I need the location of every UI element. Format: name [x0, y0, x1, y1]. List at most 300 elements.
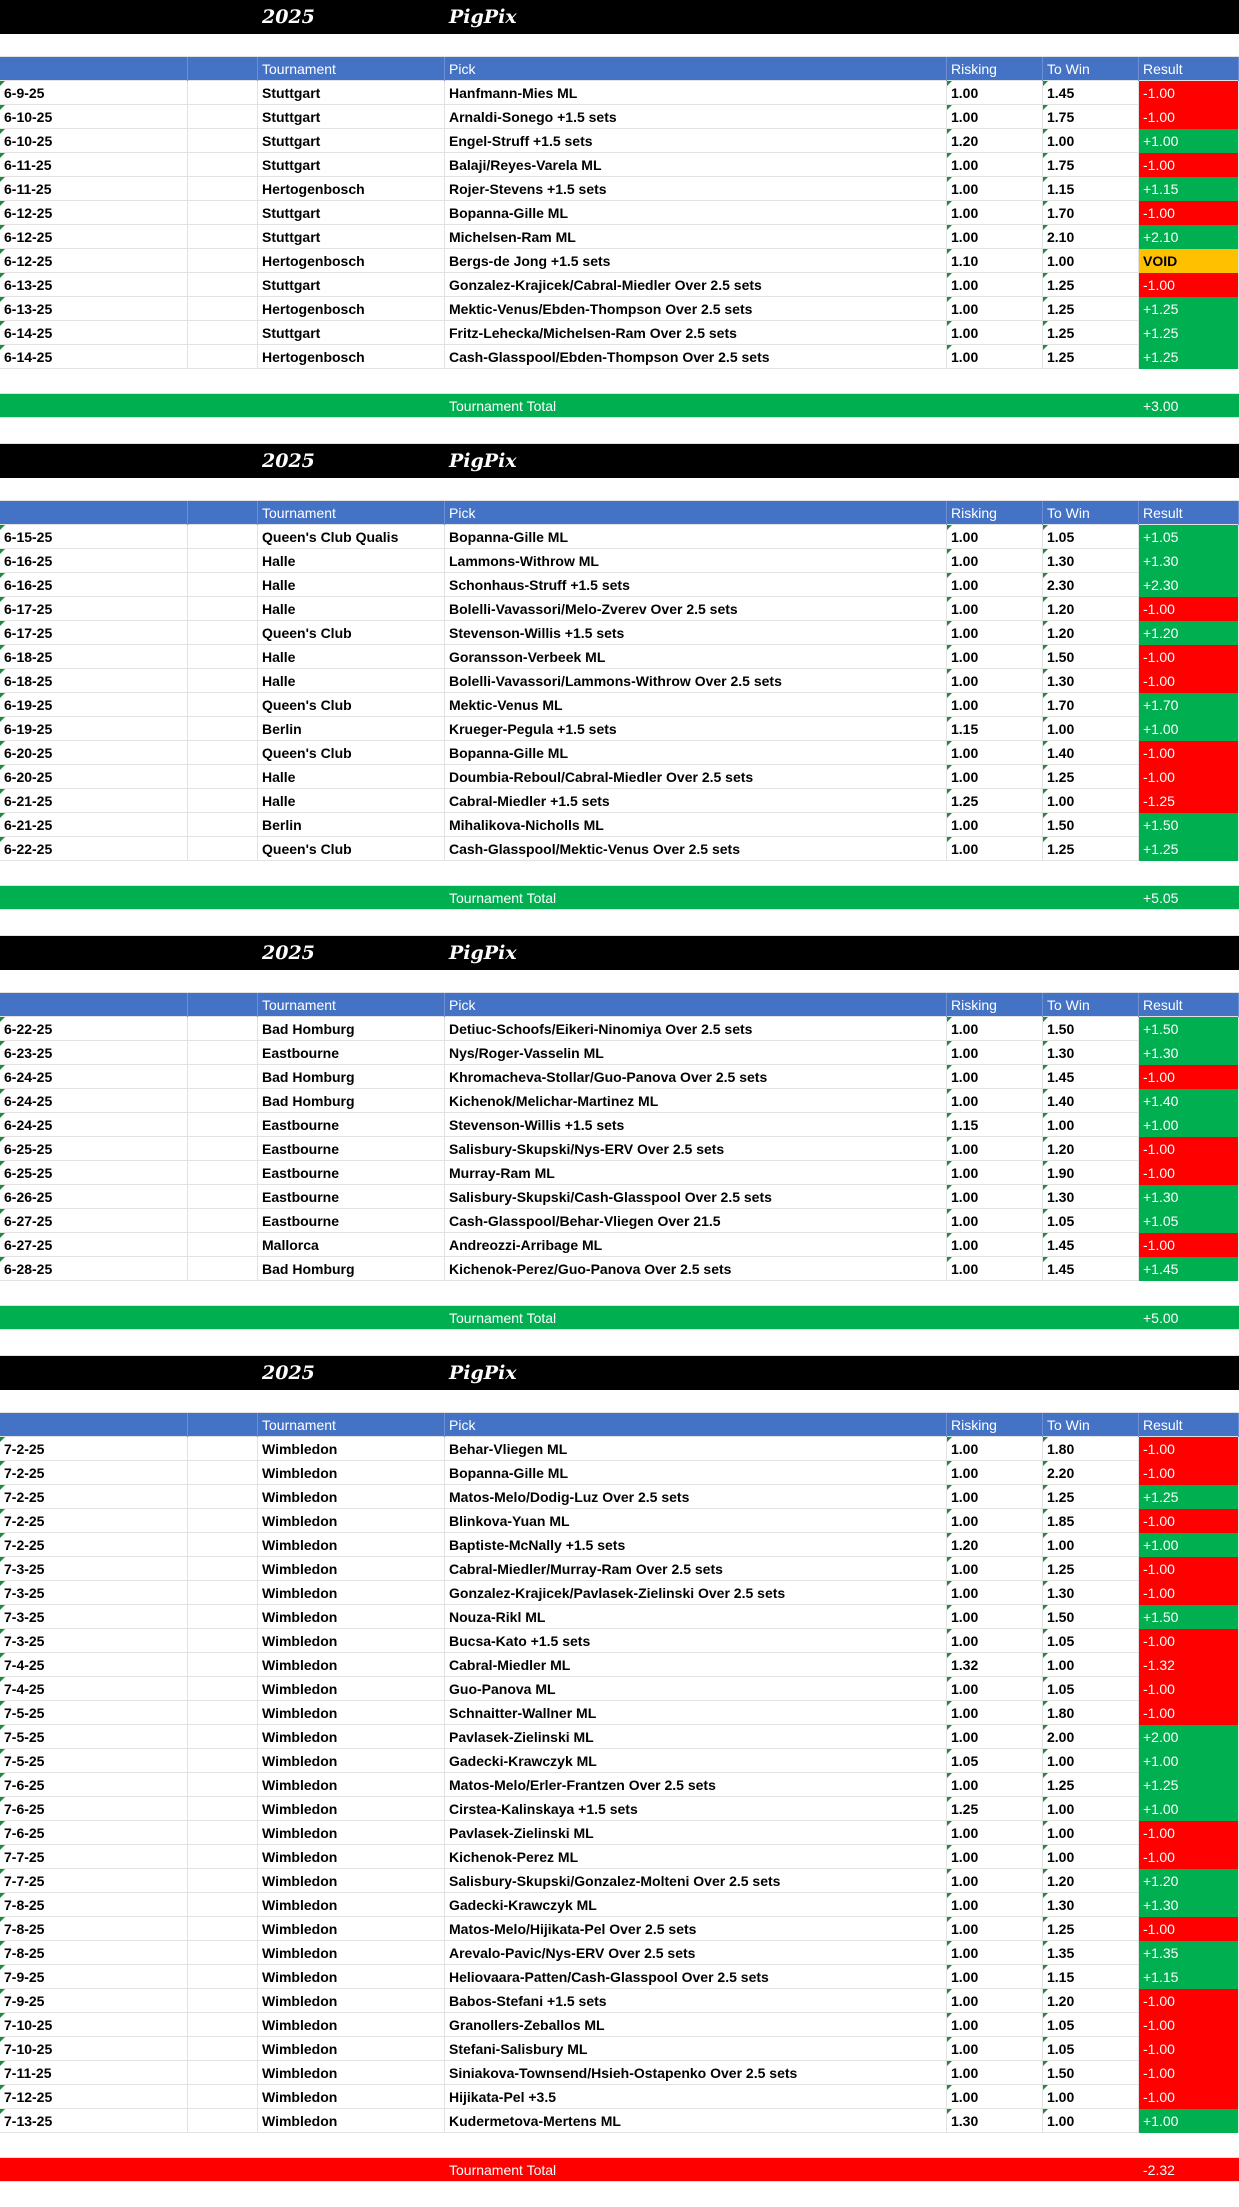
- date-cell[interactable]: 7-5-25: [0, 1701, 188, 1725]
- risking-cell[interactable]: 1.00: [947, 741, 1043, 765]
- result-cell[interactable]: +1.45: [1139, 1257, 1239, 1281]
- to-win-cell[interactable]: 1.25: [1043, 297, 1139, 321]
- to-win-cell[interactable]: 1.00: [1043, 1749, 1139, 1773]
- pick-cell[interactable]: Cabral-Miedler ML: [445, 1653, 947, 1677]
- to-win-cell[interactable]: 1.50: [1043, 1605, 1139, 1629]
- pick-cell[interactable]: Kichenok-Perez/Guo-Panova Over 2.5 sets: [445, 1257, 947, 1281]
- date-cell[interactable]: 7-5-25: [0, 1749, 188, 1773]
- date-cell[interactable]: 7-6-25: [0, 1797, 188, 1821]
- date-cell[interactable]: 7-7-25: [0, 1869, 188, 1893]
- result-cell[interactable]: -1.00: [1139, 2037, 1239, 2061]
- blank-cell[interactable]: [188, 2037, 258, 2061]
- result-cell[interactable]: -1.00: [1139, 1557, 1239, 1581]
- to-win-cell[interactable]: 1.45: [1043, 1233, 1139, 1257]
- pick-cell[interactable]: Michelsen-Ram ML: [445, 225, 947, 249]
- date-cell[interactable]: 7-6-25: [0, 1821, 188, 1845]
- date-cell[interactable]: 6-22-25: [0, 1017, 188, 1041]
- result-cell[interactable]: -1.00: [1139, 1629, 1239, 1653]
- pick-cell[interactable]: Andreozzi-Arribage ML: [445, 1233, 947, 1257]
- pick-cell[interactable]: Schonhaus-Struff +1.5 sets: [445, 573, 947, 597]
- tournament-cell[interactable]: Wimbledon: [258, 1749, 445, 1773]
- to-win-cell[interactable]: 1.15: [1043, 177, 1139, 201]
- blank-cell[interactable]: [188, 1917, 258, 1941]
- result-cell[interactable]: -1.25: [1139, 789, 1239, 813]
- pick-cell[interactable]: Kichenok-Perez ML: [445, 1845, 947, 1869]
- pick-cell[interactable]: Siniakova-Townsend/Hsieh-Ostapenko Over 2.5 sets: [445, 2061, 947, 2085]
- result-cell[interactable]: -1.00: [1139, 1161, 1239, 1185]
- tournament-cell[interactable]: Wimbledon: [258, 1773, 445, 1797]
- result-cell[interactable]: -1.00: [1139, 1137, 1239, 1161]
- pick-cell[interactable]: Kudermetova-Mertens ML: [445, 2109, 947, 2133]
- result-cell[interactable]: -1.00: [1139, 105, 1239, 129]
- to-win-cell[interactable]: 1.50: [1043, 813, 1139, 837]
- header-blank[interactable]: [0, 1413, 188, 1437]
- date-cell[interactable]: 7-2-25: [0, 1485, 188, 1509]
- date-cell[interactable]: 7-10-25: [0, 2037, 188, 2061]
- date-cell[interactable]: 6-11-25: [0, 177, 188, 201]
- to-win-cell[interactable]: 1.00: [1043, 129, 1139, 153]
- date-cell[interactable]: 7-13-25: [0, 2109, 188, 2133]
- result-cell[interactable]: +1.50: [1139, 1605, 1239, 1629]
- tournament-cell[interactable]: Eastbourne: [258, 1185, 445, 1209]
- tournament-cell[interactable]: Queen's Club: [258, 741, 445, 765]
- risking-cell[interactable]: 1.00: [947, 597, 1043, 621]
- blank-cell[interactable]: [188, 225, 258, 249]
- tournament-cell[interactable]: Eastbourne: [258, 1161, 445, 1185]
- result-cell[interactable]: +2.30: [1139, 573, 1239, 597]
- risking-cell[interactable]: 1.00: [947, 105, 1043, 129]
- risking-cell[interactable]: 1.00: [947, 1557, 1043, 1581]
- risking-cell[interactable]: 1.00: [947, 225, 1043, 249]
- to-win-cell[interactable]: 1.25: [1043, 1557, 1139, 1581]
- to-win-cell[interactable]: 1.30: [1043, 549, 1139, 573]
- date-cell[interactable]: 6-22-25: [0, 837, 188, 861]
- tournament-cell[interactable]: Wimbledon: [258, 1533, 445, 1557]
- risking-cell[interactable]: 1.05: [947, 1749, 1043, 1773]
- date-cell[interactable]: 7-9-25: [0, 1989, 188, 2013]
- blank-cell[interactable]: [188, 1749, 258, 1773]
- date-cell[interactable]: 6-16-25: [0, 573, 188, 597]
- to-win-cell[interactable]: 1.00: [1043, 1113, 1139, 1137]
- to-win-cell[interactable]: 1.20: [1043, 1989, 1139, 2013]
- to-win-cell[interactable]: 1.50: [1043, 1017, 1139, 1041]
- to-win-cell[interactable]: 1.25: [1043, 1485, 1139, 1509]
- header-blank[interactable]: [188, 57, 258, 81]
- to-win-cell[interactable]: 1.25: [1043, 345, 1139, 369]
- to-win-cell[interactable]: 2.00: [1043, 1725, 1139, 1749]
- blank-cell[interactable]: [188, 525, 258, 549]
- to-win-cell[interactable]: 1.20: [1043, 597, 1139, 621]
- risking-cell[interactable]: 1.00: [947, 1461, 1043, 1485]
- pick-cell[interactable]: Balaji/Reyes-Varela ML: [445, 153, 947, 177]
- pick-cell[interactable]: Matos-Melo/Dodig-Luz Over 2.5 sets: [445, 1485, 947, 1509]
- result-cell[interactable]: +1.00: [1139, 1113, 1239, 1137]
- to-win-cell[interactable]: 1.00: [1043, 249, 1139, 273]
- pick-cell[interactable]: Stevenson-Willis +1.5 sets: [445, 621, 947, 645]
- tournament-cell[interactable]: Wimbledon: [258, 1653, 445, 1677]
- risking-cell[interactable]: 1.00: [947, 1017, 1043, 1041]
- risking-cell[interactable]: 1.00: [947, 1821, 1043, 1845]
- tournament-cell[interactable]: Wimbledon: [258, 1821, 445, 1845]
- to-win-cell[interactable]: 1.00: [1043, 717, 1139, 741]
- risking-cell[interactable]: 1.25: [947, 1797, 1043, 1821]
- blank-cell[interactable]: [188, 1137, 258, 1161]
- tournament-cell[interactable]: Wimbledon: [258, 1893, 445, 1917]
- blank-cell[interactable]: [188, 813, 258, 837]
- blank-cell[interactable]: [188, 345, 258, 369]
- result-cell[interactable]: +1.05: [1139, 525, 1239, 549]
- tournament-cell[interactable]: Stuttgart: [258, 129, 445, 153]
- tournament-cell[interactable]: Queen's Club: [258, 693, 445, 717]
- to-win-cell[interactable]: 1.25: [1043, 837, 1139, 861]
- to-win-cell[interactable]: 1.00: [1043, 1797, 1139, 1821]
- date-cell[interactable]: 6-13-25: [0, 297, 188, 321]
- pick-cell[interactable]: Mihalikova-Nicholls ML: [445, 813, 947, 837]
- tournament-cell[interactable]: Stuttgart: [258, 273, 445, 297]
- blank-cell[interactable]: [188, 693, 258, 717]
- header-pick[interactable]: Pick: [445, 993, 947, 1017]
- tournament-cell[interactable]: Queen's Club: [258, 621, 445, 645]
- to-win-cell[interactable]: 1.05: [1043, 2013, 1139, 2037]
- to-win-cell[interactable]: 1.30: [1043, 1041, 1139, 1065]
- risking-cell[interactable]: 1.00: [947, 1629, 1043, 1653]
- pick-cell[interactable]: Krueger-Pegula +1.5 sets: [445, 717, 947, 741]
- result-cell[interactable]: VOID: [1139, 249, 1239, 273]
- date-cell[interactable]: 6-27-25: [0, 1233, 188, 1257]
- date-cell[interactable]: 7-2-25: [0, 1461, 188, 1485]
- result-cell[interactable]: +1.15: [1139, 177, 1239, 201]
- header-risking[interactable]: Risking: [947, 993, 1043, 1017]
- result-cell[interactable]: +1.00: [1139, 129, 1239, 153]
- date-cell[interactable]: 6-20-25: [0, 765, 188, 789]
- date-cell[interactable]: 7-2-25: [0, 1437, 188, 1461]
- to-win-cell[interactable]: 1.80: [1043, 1437, 1139, 1461]
- date-cell[interactable]: 7-7-25: [0, 1845, 188, 1869]
- date-cell[interactable]: 6-12-25: [0, 249, 188, 273]
- header-to-win[interactable]: To Win: [1043, 993, 1139, 1017]
- header-blank[interactable]: [188, 993, 258, 1017]
- result-cell[interactable]: -1.00: [1139, 1065, 1239, 1089]
- pick-cell[interactable]: Cash-Glasspool/Ebden-Thompson Over 2.5 sets: [445, 345, 947, 369]
- risking-cell[interactable]: 1.00: [947, 1437, 1043, 1461]
- risking-cell[interactable]: 1.00: [947, 1089, 1043, 1113]
- date-cell[interactable]: 6-15-25: [0, 525, 188, 549]
- blank-cell[interactable]: [188, 1605, 258, 1629]
- to-win-cell[interactable]: 1.05: [1043, 2037, 1139, 2061]
- tournament-cell[interactable]: Halle: [258, 573, 445, 597]
- tournament-cell[interactable]: Halle: [258, 789, 445, 813]
- result-cell[interactable]: +1.25: [1139, 837, 1239, 861]
- to-win-cell[interactable]: 1.20: [1043, 1137, 1139, 1161]
- to-win-cell[interactable]: 2.30: [1043, 573, 1139, 597]
- to-win-cell[interactable]: 1.05: [1043, 1629, 1139, 1653]
- result-cell[interactable]: +2.10: [1139, 225, 1239, 249]
- pick-cell[interactable]: Salisbury-Skupski/Cash-Glasspool Over 2.5 sets: [445, 1185, 947, 1209]
- pick-cell[interactable]: Heliovaara-Patten/Cash-Glasspool Over 2.5 sets: [445, 1965, 947, 1989]
- pick-cell[interactable]: Schnaitter-Wallner ML: [445, 1701, 947, 1725]
- date-cell[interactable]: 7-2-25: [0, 1509, 188, 1533]
- pick-cell[interactable]: Matos-Melo/Erler-Frantzen Over 2.5 sets: [445, 1773, 947, 1797]
- pick-cell[interactable]: Nys/Roger-Vasselin ML: [445, 1041, 947, 1065]
- blank-cell[interactable]: [188, 1965, 258, 1989]
- header-tournament[interactable]: Tournament: [258, 993, 445, 1017]
- blank-cell[interactable]: [188, 765, 258, 789]
- blank-cell[interactable]: [188, 1845, 258, 1869]
- blank-cell[interactable]: [188, 1089, 258, 1113]
- result-cell[interactable]: -1.00: [1139, 1821, 1239, 1845]
- result-cell[interactable]: -1.00: [1139, 1581, 1239, 1605]
- tournament-cell[interactable]: Berlin: [258, 813, 445, 837]
- tournament-cell[interactable]: Wimbledon: [258, 1557, 445, 1581]
- header-blank[interactable]: [0, 993, 188, 1017]
- tournament-cell[interactable]: Bad Homburg: [258, 1257, 445, 1281]
- tournament-cell[interactable]: Stuttgart: [258, 153, 445, 177]
- pick-cell[interactable]: Cash-Glasspool/Mektic-Venus Over 2.5 sets: [445, 837, 947, 861]
- to-win-cell[interactable]: 1.45: [1043, 1257, 1139, 1281]
- header-pick[interactable]: Pick: [445, 501, 947, 525]
- tournament-cell[interactable]: Wimbledon: [258, 1797, 445, 1821]
- blank-cell[interactable]: [188, 789, 258, 813]
- pick-cell[interactable]: Gadecki-Krawczyk ML: [445, 1893, 947, 1917]
- tournament-cell[interactable]: Wimbledon: [258, 1485, 445, 1509]
- risking-cell[interactable]: 1.00: [947, 1185, 1043, 1209]
- result-cell[interactable]: +1.30: [1139, 549, 1239, 573]
- blank-cell[interactable]: [188, 1209, 258, 1233]
- result-cell[interactable]: +1.15: [1139, 1965, 1239, 1989]
- result-cell[interactable]: +1.25: [1139, 1773, 1239, 1797]
- date-cell[interactable]: 6-14-25: [0, 345, 188, 369]
- pick-cell[interactable]: Detiuc-Schoofs/Eikeri-Ninomiya Over 2.5 sets: [445, 1017, 947, 1041]
- result-cell[interactable]: +1.20: [1139, 1869, 1239, 1893]
- risking-cell[interactable]: 1.20: [947, 129, 1043, 153]
- blank-cell[interactable]: [188, 837, 258, 861]
- date-cell[interactable]: 6-23-25: [0, 1041, 188, 1065]
- tournament-cell[interactable]: Stuttgart: [258, 201, 445, 225]
- risking-cell[interactable]: 1.00: [947, 2061, 1043, 2085]
- tournament-cell[interactable]: Wimbledon: [258, 1629, 445, 1653]
- to-win-cell[interactable]: 1.25: [1043, 1917, 1139, 1941]
- header-blank[interactable]: [0, 57, 188, 81]
- risking-cell[interactable]: 1.00: [947, 201, 1043, 225]
- pick-cell[interactable]: Fritz-Lehecka/Michelsen-Ram Over 2.5 sets: [445, 321, 947, 345]
- header-risking[interactable]: Risking: [947, 1413, 1043, 1437]
- blank-cell[interactable]: [188, 1773, 258, 1797]
- to-win-cell[interactable]: 1.80: [1043, 1701, 1139, 1725]
- risking-cell[interactable]: 1.00: [947, 1605, 1043, 1629]
- blank-cell[interactable]: [188, 1461, 258, 1485]
- tournament-cell[interactable]: Wimbledon: [258, 1581, 445, 1605]
- date-cell[interactable]: 6-13-25: [0, 273, 188, 297]
- blank-cell[interactable]: [188, 1017, 258, 1041]
- blank-cell[interactable]: [188, 1989, 258, 2013]
- blank-cell[interactable]: [188, 717, 258, 741]
- date-cell[interactable]: 7-5-25: [0, 1725, 188, 1749]
- result-cell[interactable]: -1.00: [1139, 597, 1239, 621]
- tournament-cell[interactable]: Eastbourne: [258, 1113, 445, 1137]
- result-cell[interactable]: -1.00: [1139, 1233, 1239, 1257]
- pick-cell[interactable]: Baptiste-McNally +1.5 sets: [445, 1533, 947, 1557]
- date-cell[interactable]: 7-3-25: [0, 1581, 188, 1605]
- header-result[interactable]: Result: [1139, 501, 1239, 525]
- tournament-cell[interactable]: Stuttgart: [258, 105, 445, 129]
- risking-cell[interactable]: 1.00: [947, 621, 1043, 645]
- tournament-cell[interactable]: Queen's Club: [258, 837, 445, 861]
- risking-cell[interactable]: 1.00: [947, 177, 1043, 201]
- date-cell[interactable]: 6-10-25: [0, 105, 188, 129]
- risking-cell[interactable]: 1.00: [947, 1869, 1043, 1893]
- risking-cell[interactable]: 1.00: [947, 1065, 1043, 1089]
- pick-cell[interactable]: Cabral-Miedler +1.5 sets: [445, 789, 947, 813]
- date-cell[interactable]: 7-8-25: [0, 1941, 188, 1965]
- blank-cell[interactable]: [188, 2085, 258, 2109]
- tournament-cell[interactable]: Wimbledon: [258, 2085, 445, 2109]
- risking-cell[interactable]: 1.00: [947, 1917, 1043, 1941]
- to-win-cell[interactable]: 1.45: [1043, 81, 1139, 105]
- result-cell[interactable]: +1.35: [1139, 1941, 1239, 1965]
- result-cell[interactable]: +1.40: [1139, 1089, 1239, 1113]
- pick-cell[interactable]: Bopanna-Gille ML: [445, 525, 947, 549]
- pick-cell[interactable]: Cabral-Miedler/Murray-Ram Over 2.5 sets: [445, 1557, 947, 1581]
- result-cell[interactable]: +1.50: [1139, 1017, 1239, 1041]
- date-cell[interactable]: 7-8-25: [0, 1917, 188, 1941]
- date-cell[interactable]: 6-24-25: [0, 1065, 188, 1089]
- blank-cell[interactable]: [188, 105, 258, 129]
- date-cell[interactable]: 6-20-25: [0, 741, 188, 765]
- risking-cell[interactable]: 1.00: [947, 81, 1043, 105]
- to-win-cell[interactable]: 1.25: [1043, 321, 1139, 345]
- date-cell[interactable]: 7-10-25: [0, 2013, 188, 2037]
- header-result[interactable]: Result: [1139, 1413, 1239, 1437]
- to-win-cell[interactable]: 1.30: [1043, 669, 1139, 693]
- result-cell[interactable]: -1.00: [1139, 1677, 1239, 1701]
- result-cell[interactable]: +2.00: [1139, 1725, 1239, 1749]
- risking-cell[interactable]: 1.00: [947, 669, 1043, 693]
- tournament-cell[interactable]: Wimbledon: [258, 1989, 445, 2013]
- blank-cell[interactable]: [188, 1257, 258, 1281]
- risking-cell[interactable]: 1.00: [947, 1233, 1043, 1257]
- tournament-cell[interactable]: Wimbledon: [258, 2037, 445, 2061]
- date-cell[interactable]: 7-4-25: [0, 1653, 188, 1677]
- date-cell[interactable]: 7-3-25: [0, 1629, 188, 1653]
- tournament-cell[interactable]: Wimbledon: [258, 1605, 445, 1629]
- date-cell[interactable]: 7-9-25: [0, 1965, 188, 1989]
- risking-cell[interactable]: 1.20: [947, 1533, 1043, 1557]
- result-cell[interactable]: -1.00: [1139, 2085, 1239, 2109]
- pick-cell[interactable]: Hanfmann-Mies ML: [445, 81, 947, 105]
- to-win-cell[interactable]: 1.05: [1043, 1677, 1139, 1701]
- risking-cell[interactable]: 1.00: [947, 1137, 1043, 1161]
- to-win-cell[interactable]: 1.30: [1043, 1893, 1139, 1917]
- date-cell[interactable]: 6-25-25: [0, 1161, 188, 1185]
- risking-cell[interactable]: 1.15: [947, 1113, 1043, 1137]
- blank-cell[interactable]: [188, 1437, 258, 1461]
- result-cell[interactable]: -1.00: [1139, 201, 1239, 225]
- tournament-cell[interactable]: Wimbledon: [258, 1941, 445, 1965]
- risking-cell[interactable]: 1.00: [947, 813, 1043, 837]
- date-cell[interactable]: 7-2-25: [0, 1533, 188, 1557]
- result-cell[interactable]: -1.00: [1139, 2061, 1239, 2085]
- blank-cell[interactable]: [188, 621, 258, 645]
- risking-cell[interactable]: 1.00: [947, 1677, 1043, 1701]
- pick-cell[interactable]: Khromacheva-Stollar/Guo-Panova Over 2.5 sets: [445, 1065, 947, 1089]
- blank-cell[interactable]: [188, 273, 258, 297]
- to-win-cell[interactable]: 1.35: [1043, 1941, 1139, 1965]
- result-cell[interactable]: -1.00: [1139, 2013, 1239, 2037]
- to-win-cell[interactable]: 1.85: [1043, 1509, 1139, 1533]
- blank-cell[interactable]: [188, 1509, 258, 1533]
- result-cell[interactable]: +1.25: [1139, 1485, 1239, 1509]
- pick-cell[interactable]: Nouza-Rikl ML: [445, 1605, 947, 1629]
- to-win-cell[interactable]: 1.70: [1043, 693, 1139, 717]
- pick-cell[interactable]: Salisbury-Skupski/Gonzalez-Molteni Over 2.5 sets: [445, 1869, 947, 1893]
- tournament-cell[interactable]: Eastbourne: [258, 1137, 445, 1161]
- date-cell[interactable]: 6-10-25: [0, 129, 188, 153]
- pick-cell[interactable]: Bopanna-Gille ML: [445, 741, 947, 765]
- result-cell[interactable]: +1.20: [1139, 621, 1239, 645]
- blank-cell[interactable]: [188, 1653, 258, 1677]
- blank-cell[interactable]: [188, 573, 258, 597]
- pick-cell[interactable]: Blinkova-Yuan ML: [445, 1509, 947, 1533]
- result-cell[interactable]: +1.00: [1139, 1533, 1239, 1557]
- result-cell[interactable]: -1.00: [1139, 741, 1239, 765]
- risking-cell[interactable]: 1.00: [947, 1845, 1043, 1869]
- date-cell[interactable]: 6-19-25: [0, 717, 188, 741]
- blank-cell[interactable]: [188, 321, 258, 345]
- tournament-cell[interactable]: Bad Homburg: [258, 1017, 445, 1041]
- blank-cell[interactable]: [188, 1485, 258, 1509]
- header-tournament[interactable]: Tournament: [258, 57, 445, 81]
- blank-cell[interactable]: [188, 1533, 258, 1557]
- tournament-cell[interactable]: Wimbledon: [258, 1509, 445, 1533]
- risking-cell[interactable]: 1.00: [947, 1257, 1043, 1281]
- pick-cell[interactable]: Babos-Stefani +1.5 sets: [445, 1989, 947, 2013]
- tournament-cell[interactable]: Wimbledon: [258, 1677, 445, 1701]
- pick-cell[interactable]: Gonzalez-Krajicek/Pavlasek-Zielinski Over 2.5 sets: [445, 1581, 947, 1605]
- to-win-cell[interactable]: 1.40: [1043, 1089, 1139, 1113]
- date-cell[interactable]: 6-18-25: [0, 645, 188, 669]
- risking-cell[interactable]: 1.00: [947, 1941, 1043, 1965]
- to-win-cell[interactable]: 1.15: [1043, 1965, 1139, 1989]
- tournament-cell[interactable]: Bad Homburg: [258, 1065, 445, 1089]
- tournament-cell[interactable]: Wimbledon: [258, 1701, 445, 1725]
- to-win-cell[interactable]: 1.25: [1043, 765, 1139, 789]
- result-cell[interactable]: +1.00: [1139, 717, 1239, 741]
- date-cell[interactable]: 7-3-25: [0, 1557, 188, 1581]
- blank-cell[interactable]: [188, 153, 258, 177]
- blank-cell[interactable]: [188, 2013, 258, 2037]
- pick-cell[interactable]: Murray-Ram ML: [445, 1161, 947, 1185]
- tournament-cell[interactable]: Hertogenbosch: [258, 297, 445, 321]
- tournament-cell[interactable]: Halle: [258, 645, 445, 669]
- risking-cell[interactable]: 1.00: [947, 297, 1043, 321]
- pick-cell[interactable]: Bolelli-Vavassori/Lammons-Withrow Over 2.5 sets: [445, 669, 947, 693]
- tournament-cell[interactable]: Wimbledon: [258, 1965, 445, 1989]
- date-cell[interactable]: 7-3-25: [0, 1605, 188, 1629]
- risking-cell[interactable]: 1.00: [947, 1701, 1043, 1725]
- blank-cell[interactable]: [188, 2109, 258, 2133]
- date-cell[interactable]: 6-9-25: [0, 81, 188, 105]
- pick-cell[interactable]: Matos-Melo/Hijikata-Pel Over 2.5 sets: [445, 1917, 947, 1941]
- risking-cell[interactable]: 1.00: [947, 645, 1043, 669]
- to-win-cell[interactable]: 1.90: [1043, 1161, 1139, 1185]
- result-cell[interactable]: +1.30: [1139, 1041, 1239, 1065]
- header-blank[interactable]: [0, 501, 188, 525]
- tournament-cell[interactable]: Queen's Club Qualis: [258, 525, 445, 549]
- tournament-cell[interactable]: Bad Homburg: [258, 1089, 445, 1113]
- header-tournament[interactable]: Tournament: [258, 1413, 445, 1437]
- tournament-cell[interactable]: Wimbledon: [258, 1437, 445, 1461]
- result-cell[interactable]: -1.00: [1139, 273, 1239, 297]
